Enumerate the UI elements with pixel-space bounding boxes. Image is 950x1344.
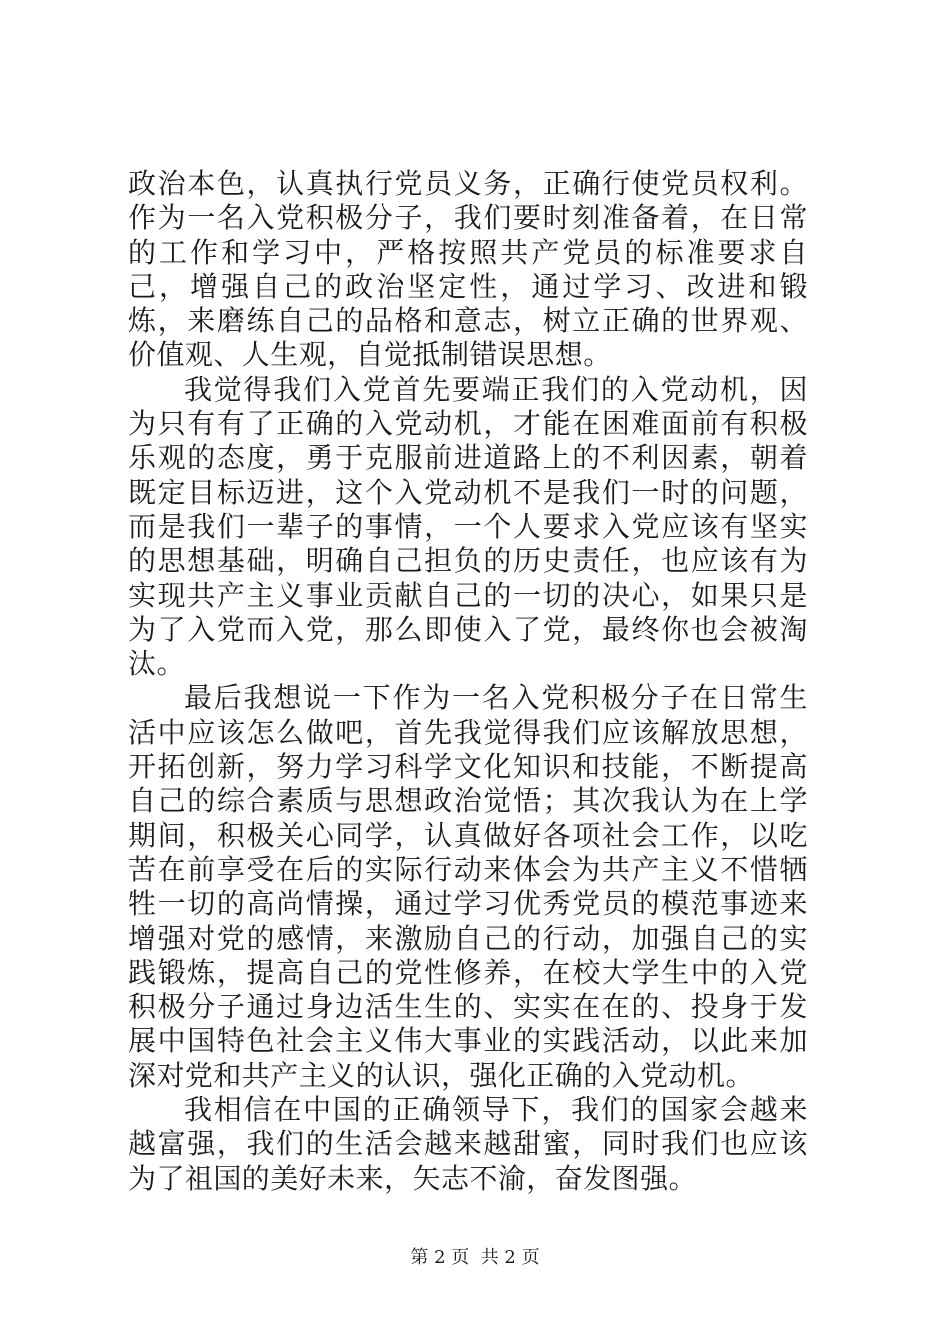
page-footer: [0, 1243, 950, 1269]
page-number-label: 第 2 页 共 2 页: [410, 1247, 540, 1268]
paragraph-3: 最后我想说一下作为一名入党积极分子在日常生活中应该怎么做吧，首先我觉得我们应该解放思想，开拓创新，努力学习科学文化知识和技能，不断提高自己的综合素质与思想政治觉悟；其次我认为在上学期间，积极关心同学，认真做好各项社会工作，以吃苦在前享受在后的实际行动来体会为共产主义不惜牺牲一切的高尚情操，通过学习优秀党员的模范事迹来增强对党的感情，来激励自己的行动，加强自己的实践锻炼，提高自己的党性修养，在校大学生中的入党积极分子通过身边活生生的、实实在在的、投身于发展中国特色社会主义伟大事业的实践活动，以此来加深对党和共产主义的认识，强化正确的入党动机。: [128, 681, 808, 1092]
paragraph-2: 我觉得我们入党首先要端正我们的入党动机，因为只有有了正确的入党动机，才能在困难面前有积极乐观的态度，勇于克服前进道路上的不利因素，朝着既定目标迈进，这个入党动机不是我们一时的问题，而是我们一辈子的事情，一个人要求入党应该有坚实的思想基础，明确自己担负的历史责任，也应该有为实现共产主义事业贡献自己的一切的决心，如果只是为了入党而入党，那么即使入了党，最终你也会被淘汰。: [128, 372, 808, 681]
document-body: [128, 167, 808, 1196]
paragraph-1: 政治本色，认真执行党员义务，正确行使党员权利。作为一名入党积极分子，我们要时刻准备着，在日常的工作和学习中，严格按照共产党员的标准要求自己，增强自己的政治坚定性，通过学习、改进和锻炼，来磨练自己的品格和意志，树立正确的世界观、价值观、人生观，自觉抵制错误思想。: [128, 167, 808, 372]
paragraph-4: 我相信在中国的正确领导下，我们的国家会越来越富强，我们的生活会越来越甜蜜，同时我们也应该为了祖国的美好未来，矢志不渝，奋发图强。: [128, 1093, 808, 1195]
